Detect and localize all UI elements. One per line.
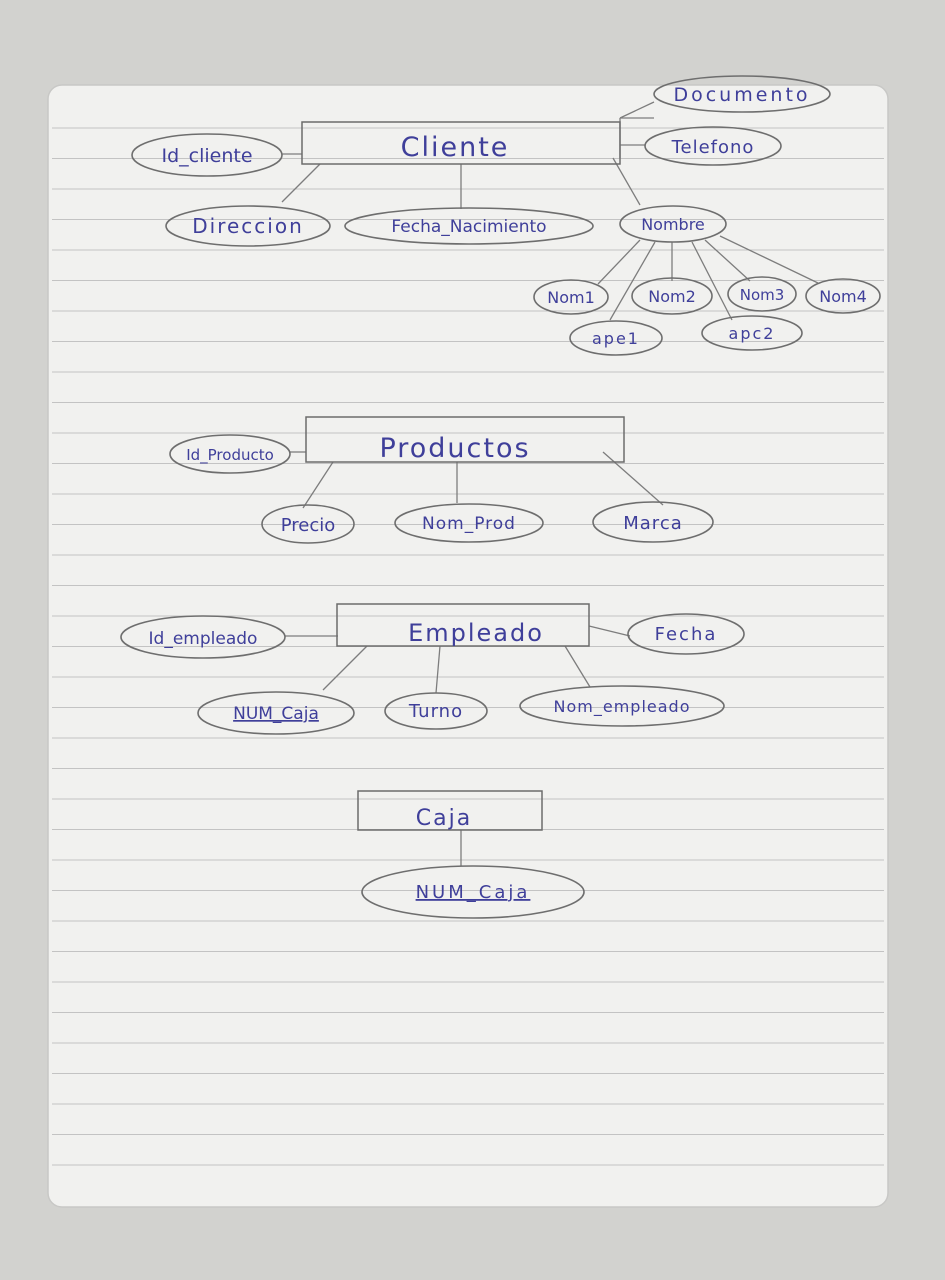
entity-label-empleado: Empleado [408, 619, 544, 647]
label-fecha: Fecha [654, 624, 718, 645]
label-telefono: Telefono [671, 137, 755, 158]
label-ape2: apc2 [728, 324, 776, 343]
label-nom4: Nom4 [819, 287, 867, 306]
entity-label-productos: Productos [379, 433, 531, 464]
label-num-caja: NUM_Caja [415, 882, 531, 903]
label-id-empleado: Id_empleado [148, 629, 258, 649]
label-num-caja-empleado: NUM_Caja [233, 704, 319, 724]
label-ape1: ape1 [592, 329, 640, 348]
label-direccion: Direccion [192, 214, 304, 238]
label-nom-empleado: Nom_empleado [553, 697, 691, 716]
label-nom1: Nom1 [547, 288, 595, 307]
label-precio: Precio [280, 515, 336, 536]
label-nombre: Nombre [641, 215, 705, 234]
label-nom2: Nom2 [648, 287, 696, 306]
label-fecha-nacimiento: Fecha_Nacimiento [391, 217, 547, 237]
entity-label-caja: Caja [415, 806, 473, 831]
label-turno: Turno [408, 701, 464, 722]
label-nom3: Nom3 [739, 286, 785, 304]
label-id-producto: Id_Producto [186, 446, 274, 464]
label-documento: Documento [673, 84, 811, 106]
label-nom-prod: Nom_Prod [422, 514, 516, 534]
entity-label-cliente: Cliente [400, 132, 510, 163]
label-id-cliente: Id_cliente [161, 145, 253, 167]
label-marca: Marca [623, 513, 683, 534]
